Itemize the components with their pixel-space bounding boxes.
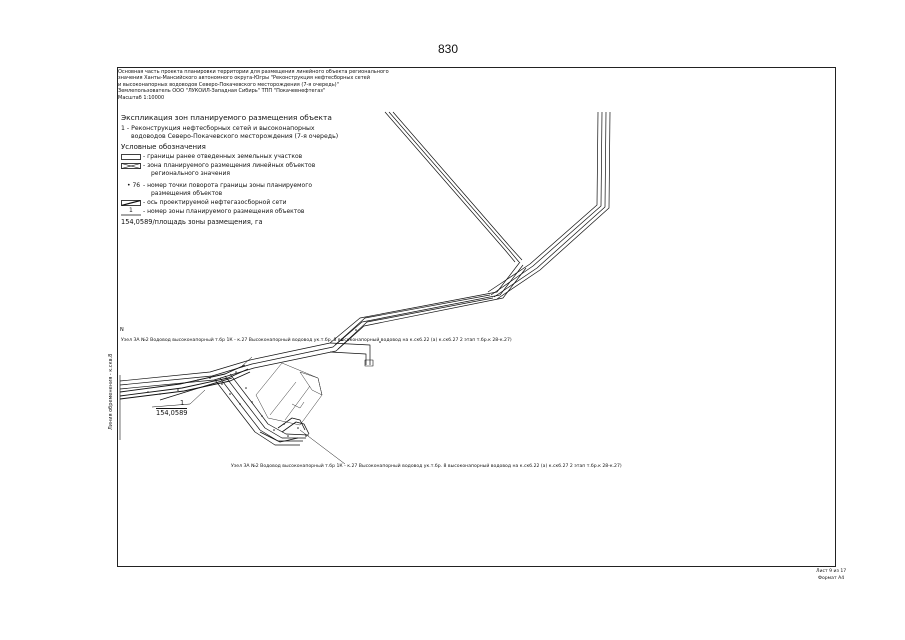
- zone-area-label: 154,0589: [156, 409, 188, 417]
- legend-area-sample: 154,0589/площадь зоны размещения, га: [121, 218, 263, 226]
- north-mark: N: [120, 327, 124, 333]
- title-line-1: Основная часть проекта планировки территории для размещения линейного объекта регионального: [118, 69, 389, 75]
- turn-point-sample: • 76: [127, 182, 141, 189]
- title-line-2: значения Ханты-Мансийского автономного округа-Югры "Реконструкция нефтесборных сетей: [118, 75, 370, 82]
- legend-text-cont: регионального значения: [151, 170, 230, 177]
- title-line-3: и высоконапорных водоводов Северо-Покачевского месторождения (7-я очередь)": [118, 81, 339, 88]
- legend-text: - зона планируемого размещения линейных объектов: [143, 162, 316, 169]
- route-horizontal: [330, 343, 373, 366]
- title-line-4: Землепользователь ООО "ЛУКОЙЛ-Западная Сибирь" ТПП "Покачевнефтегаз": [118, 88, 326, 95]
- route-north-east: [488, 112, 610, 299]
- sheet-number: Лист 9 из 17: [816, 569, 847, 574]
- route-main: [120, 262, 526, 389]
- zone-number-sample: 1: [129, 207, 133, 214]
- legend-text: - номер точки поворота границы зоны планируемого: [143, 182, 313, 189]
- legend-title: Экспликация зон планируемого размещения объекта: [121, 113, 332, 122]
- legend-item-1-cont: водоводов Северо-Покачевского месторождения (7-я очередь): [131, 133, 339, 140]
- page-number: 830: [438, 42, 459, 56]
- zone-number-label: 1: [180, 399, 185, 407]
- route-north-west: [385, 112, 522, 262]
- symbols-title: Условные обозначения: [121, 143, 206, 151]
- paper-format: Формат А4: [818, 576, 845, 581]
- title-line-5: Масштаб 1:10000: [118, 94, 165, 101]
- allotted-plot: [256, 363, 322, 425]
- legend-text: - границы ранее отведенных земельных участков: [143, 153, 303, 160]
- route-south-branch: [215, 374, 309, 445]
- legend-item-1: 1 - Реконструкция нефтесборных сетей и высоконапорных: [121, 125, 315, 132]
- legend-text: - ось проектируемой нефтегазосборной сети: [143, 199, 287, 206]
- annotation-bottom: Узел ЗА №2 Водовод высоконапорный т.бр 1К - к.27 Высоконапорный водовод ук.т.бр. 8 высоконапорный водовод на к.скб.22 (а) к.скб.27 2 этап т.бр.к 28-к.27): [231, 464, 622, 469]
- annotation-top: Узел ЗА №2 Водовод высоконапорный т.бр 1К - к.27 Высоконапорный водовод ук.т.бр. 8 высоконапорный водовод на к.скб.22 (а) к.скб.27 2 этап т.бр.к 28-к.27): [121, 338, 512, 343]
- side-label: Линия обременения - к.скв.8: [108, 353, 114, 430]
- legend-text-cont: размещения объектов: [151, 190, 223, 197]
- legend-text: - номер зоны планируемого размещения объектов: [143, 208, 305, 215]
